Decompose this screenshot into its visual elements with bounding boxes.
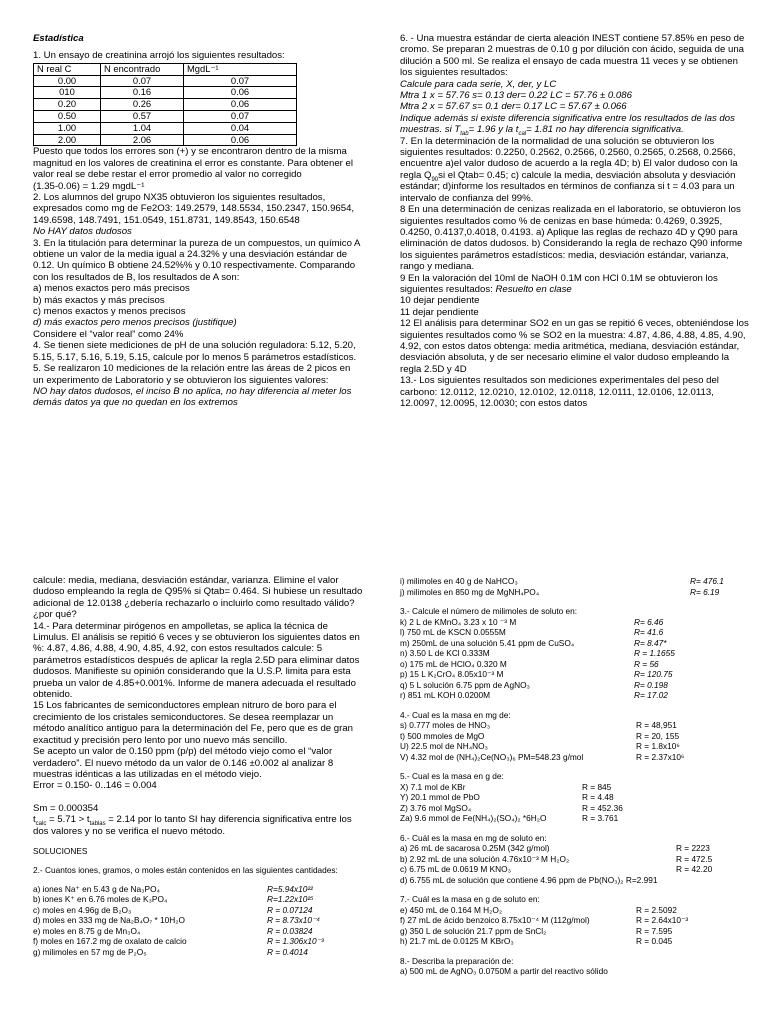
question-7-part-b: si el Qtab= 0.45; c) calcule la media, desviación absoluta y desviación estándar; d)informe los resultados en términos de confianza si t = 4.03 para un intervalo de confianza del 99%. (400, 169, 736, 204)
column-top-left (33, 33, 363, 409)
list-item (400, 690, 752, 701)
question-11-text: 11 dejar pendiente (400, 306, 479, 318)
item-answer: R=1.22x10²⁵ (267, 894, 314, 905)
t-compare-mid: = 5.71 > t (46, 814, 90, 826)
item-question: j) milimoles en 850 mg de MgNH₄PO₄ (400, 586, 540, 597)
column-bottom-left (33, 575, 363, 957)
item-question: i) milimoles en 40 g de NaHCO₃ (400, 576, 518, 586)
item-answer: R = 2223 (676, 843, 710, 853)
question-3-option-d: d) más exactos pero menos precisos (justifique) (33, 317, 237, 329)
item-answer: R = 2.5092 (636, 904, 677, 915)
table-cell: 0.57 (101, 111, 184, 123)
list-item (400, 648, 752, 659)
question-15-error: Error = 0.150- 0..146 = 0.004 (33, 780, 157, 792)
table-row (34, 75, 297, 87)
item-question: a) iones Na⁺ en 5.43 g de Na₃PO₄ (33, 883, 160, 894)
question-6-sample-2: Mtra 2 x = 57.67 s= 0.1 der= 0.17 LC = 57.67 ± 0.066 (400, 101, 627, 113)
item-question: l) 750 mL de KSCN 0.0555M (400, 627, 506, 637)
item-answer: R = 0.4014 (267, 946, 308, 957)
item-answer: R = 20, 155 (636, 730, 680, 741)
item-answer: R= 6.19 (690, 586, 720, 597)
table-cell: 1.00 (34, 122, 101, 134)
question-6-conclusion-c: = 1.81 no hay diferencia significativa. (526, 124, 684, 136)
section-4-heading: 4.- Cual es la masa en mg de: (400, 709, 511, 720)
item-question: d) moles en 333 mg de Na₂B₄O₇ * 10H₂O (33, 915, 185, 926)
solutions-q2-list (33, 884, 363, 958)
list-item (400, 803, 752, 814)
question-10-text: 10 dejar pendiente (400, 295, 480, 307)
item-answer: R = 2.64x10⁻³ (636, 915, 689, 925)
item-answer: R = 0.045 (636, 936, 673, 946)
item-answer: R = 4.48 (582, 792, 614, 802)
item-question: Y) 20.1 mmol de PbO (400, 792, 480, 802)
section-title: Estadística (33, 33, 84, 44)
list-item (400, 617, 752, 628)
list-item (400, 813, 752, 824)
table-cell: 010 (34, 87, 101, 99)
table-cell: 0.07 (184, 75, 297, 87)
item-question: a) 26 mL de sacarosa 0.25M (342 g/mol) (400, 843, 550, 853)
question-15-sm: Sm = 0.000354 (33, 802, 99, 814)
item-question: m) 250mL de una solución 5.41 ppm de CuSO₄ (400, 637, 575, 648)
section-6-heading: 6.- Cuál es la masa en mg de soluto en: (400, 832, 547, 843)
table-cell: 0.07 (184, 111, 297, 123)
list-item (33, 936, 363, 947)
list-item (400, 915, 752, 926)
list-item (33, 905, 363, 916)
item-question: Za) 9.6 mmol de Fe(NH₄)₂(SO₄)₂ *6H₂O (400, 813, 547, 823)
list-item (400, 864, 752, 875)
item-question: h) 21.7 mL de 0.0125 M KBrO₃ (400, 936, 514, 946)
table-row (34, 99, 297, 111)
list-item (400, 926, 752, 937)
item-question: r) 851 mL KOH 0.0200M (400, 690, 491, 700)
item-question: f) 27 mL de ácido benzoico 8.75x10⁻⁴ M (112g/mol) (400, 915, 590, 925)
question-14-text: 14.- Para determinar pirógenos en ampolletas, se aplica la técnica de Limulus. El análisis se repitió 6 veces y se obtuvieron los siguientes datos en %: 4.87, 4.86, 4.88, 4.90, 4.85, 4.92, con estos resultados calcule: 5 parámetros estadísticos después de aplicar la regla 2.5D para eliminar datos dudosos. Manifieste su opinión considerando que la U.S.P. limita para esta prueba un valor de 4.85+0.001%. Informe de manera adecuada el resultado obtenido. (33, 620, 360, 701)
item-answer: R= 120.75 (634, 669, 673, 679)
question-6-tab: tab (460, 131, 469, 138)
list-item (400, 792, 752, 803)
t-calc-sub: calc (35, 821, 47, 828)
table-cell: 0.26 (101, 99, 184, 111)
creatinine-table (33, 63, 297, 147)
table-row (34, 111, 297, 123)
question-3-option-b: b) más exactos y más precisos (33, 294, 165, 306)
item-question: c) 6.75 mL de 0.0619 M KNO₃ (400, 864, 511, 874)
question-7-sub: 90 (431, 176, 439, 183)
list-item (400, 576, 752, 587)
item-question: p) 15 L K₂CrO₄ 8.05x10⁻³ M (400, 669, 504, 679)
section-8-heading: 8.- Describa la preparación de: (400, 955, 514, 966)
item-question: k) 2 L de KMnO₄ 3.23 x 10 ⁻³ M (400, 616, 517, 627)
item-question: f) moles en 167.2 mg de oxalato de calcio (33, 936, 187, 947)
item-answer: R = 7.595 (636, 925, 673, 936)
item-question: U) 22.5 mol de NH₄NO₃ (400, 741, 488, 751)
question-6-text: 6. - Una muestra estándar de cierta aleación INEST contiene 57.85% en peso de cromo. Se preparan 2 muestras de 0.10 g por dilución con ácido, seguida de una dilución a 500 ml. Se realiza el ensayo de cada muestra 11 veces y se obtienen los siguientes resultados: (400, 33, 745, 79)
list-item (400, 720, 752, 731)
item-question: s) 0.777 moles de HNO₃ (400, 720, 491, 730)
solutions-heading: SOLUCIONES (33, 845, 88, 856)
table-row (34, 87, 297, 99)
question-6-conclusion-a: Indique además si existe diferencia significativa entre los resultados de las dos muestras. si T (400, 112, 735, 136)
item-answer: R = 1.306x10⁻³ (267, 936, 324, 947)
item-answer: R = 845 (582, 781, 612, 792)
question-3-option-c: c) menos exactos y menos precisos (33, 306, 186, 318)
question-6-conclusion (400, 113, 750, 136)
item-question: V) 4.32 mol de (NH₄)₂Ce(NO₃)₆ PM=548.23 g/mol (400, 751, 584, 762)
list-item (400, 669, 752, 680)
item-answer: R = 48,951 (636, 720, 677, 730)
item-answer: R= 17.02 (634, 690, 668, 700)
question-5-text: 5. Se realizaron 10 mediciones de la relación entre las áreas de 2 picos en un experimento de Laboratorio y se obtuvieron los siguientes valores: (33, 363, 351, 386)
item-answer: R = 0.07124 (267, 904, 313, 915)
table-cell: 0.00 (34, 75, 101, 87)
list-item (400, 782, 752, 793)
table-cell: 0.07 (101, 75, 184, 87)
table-cell: 0.50 (34, 111, 101, 123)
t-tablas-sub: tablas (89, 821, 106, 828)
table-cell: 0.06 (184, 99, 297, 111)
item-answer: R = 2.37x10⁶ (636, 751, 685, 762)
list-item (400, 752, 752, 763)
item-answer: R = 472.5 (676, 853, 713, 864)
item-question: b) iones K⁺ en 6.76 moles de K₃PO₄ (33, 894, 168, 905)
list-item (400, 680, 752, 691)
item-question: c) moles en 4.96g de B₂O₃ (33, 904, 132, 915)
item-answer: R= 476.1 (690, 576, 724, 586)
question-6-sample-1: Mtra 1 x = 57.76 s= 0.13 der= 0.22 LC = 57.76 ± 0.086 (400, 90, 632, 102)
table-cell: 0.06 (184, 134, 297, 146)
question-9-answer: Resuelto en clase (495, 283, 572, 295)
item-answer: R = 56 (634, 658, 659, 669)
list-item (400, 905, 752, 916)
list-item (33, 915, 363, 926)
item-question: n) 3.50 L de KCl 0.333M (400, 648, 490, 658)
list-item (400, 854, 752, 865)
list-item (400, 966, 752, 977)
question-3-note: Considere el “valor real” como 24% (33, 328, 184, 340)
table-cell: 2.00 (34, 134, 101, 146)
table-cell: 1.04 (101, 122, 184, 134)
item-question: X) 7.1 mol de KBr (400, 781, 466, 792)
question-4-text: 4. Se tienen siete mediciones de pH de una solución reguladora: 5.12, 5.20, 5.15, 5.17, 5.16, 5.19, 5.15, calcule por lo menos 5 parámetros estadísticos. (33, 340, 357, 363)
question-1-result: (1.35-0.06) = 1.29 mgdL⁻¹ (33, 180, 145, 192)
question-5-answer: NO hay datos dudosos, el inciso B no aplica, no hay diferencia al meter los demás datos ya que no quedan en los extremos (33, 385, 352, 409)
question-1-intro: 1. Un ensayo de creatinina arrojó los siguientes resultados: (33, 50, 285, 62)
list-item (400, 587, 752, 598)
question-8-text: 8 En una determinación de cenizas realizada en el laboratorio, se obtuvieron los siguientes resultados como % de cenizas en base húmeda: 0.4269, 0.3925, 0.4250, 0.4137,0.4018, 0.4193. a) Aplique las reglas de rechazo 4D y Q90 para eliminación de datos dudosos. b) Considerando la regla de rechazo Q90 informe los siguientes parámetros estadísticos: media, desviación estándar, varianza, rango y mediana. (400, 204, 743, 273)
question-9-text (400, 273, 750, 296)
question-13-continued: calcule: media, mediana, desviación estándar, varianza. Elimine el valor dudoso empleando la regla de Q95% si Qtab= 0.464. Si hubiese un resultado adicional de 12.0138 ¿debería rechazarlo o incluirlo como resultado válido? ¿por qué? (33, 575, 363, 621)
list-item (400, 659, 752, 670)
item-question: g) milimoles en 57 mg de P₂O₅ (33, 946, 147, 957)
table-header: N encontrado (101, 63, 184, 75)
question-7-part-a: 7. En la determinación de la normalidad de una solución se obtuvieron los siguientes resultados: 0.2250, 0.2562, 0.2566, 0.2560, 0.2565, 0.2568, 0.2566, encuentre a)el valor dudoso de acuerdo a la regla 4D; b) El valor dudoso con la regla Q (400, 135, 738, 181)
question-3-option-a: a) menos exactos pero más precisos (33, 283, 190, 295)
list-item (400, 843, 752, 854)
list-item (400, 741, 752, 752)
question-15-text-2: Se acepto un valor de 0.150 ppm (p/p) del método viejo como el “valor verdadero”. El nuevo método da un valor de 0.146 ±0.002 al analizar 8 muestras idénticas a las utilizadas en el método viejo. (33, 746, 334, 780)
list-item (33, 884, 363, 895)
question-3-text: 3. En la titulación para determinar la pureza de un compuestos, un químico A obtiene un valor de la media igual a 24.32% y una desviación estándar de 0.12. Un químico B obtiene 24.52%% y 0.10 respectivamente. Comparando con los resultados de B, los resultados de A son: (33, 237, 360, 283)
table-row (34, 134, 297, 146)
table-header-row (34, 63, 297, 75)
item-question: d) 6.755 mL de solución que contiene 4.96 ppm de Pb(NO₃)₂ R=2.991 (400, 874, 658, 885)
question-6-calc: Calcule para cada serie, X, der, y LC (400, 78, 557, 90)
question-12-text: 12 El análisis para determinar SO2 en un gas se repitió 6 veces, obteniéndose los siguientes resultados como % se SO2 en la muestra: 4.87, 4.86, 4.88, 4.85, 4.90, 4.92, con estos datos obtenga: media aritmética, mediana, desviación estándar, desviación absoluta, y de ser necesario elimine el valor dudoso empleando la regla 2.5D y 4D (400, 318, 749, 375)
table-cell: 0.06 (184, 87, 297, 99)
item-question: a) 500 mL de AgNO₃ 0.0750M a partir del reactivo sólido (400, 966, 608, 976)
item-answer: R= 41.6 (634, 627, 664, 637)
list-item (33, 894, 363, 905)
item-answer: R= 8.47* (634, 637, 667, 648)
list-item (400, 936, 752, 947)
item-answer: R = 1.1655 (634, 648, 675, 658)
list-item (400, 627, 752, 638)
item-question: e) moles en 8.75 g de Mn₃O₄ (33, 925, 141, 936)
question-2-answer: No HAY datos dudosos (33, 226, 132, 238)
list-item (33, 947, 363, 958)
section-5-heading: 5.- Cual es la masa en g de: (400, 771, 504, 781)
section-7-heading: 7.- Cuál es la masa en g de soluto en: (400, 894, 540, 904)
item-answer: R = 42.20 (676, 864, 713, 874)
item-question: e) 450 mL de 0.164 M H₂O₂ (400, 904, 503, 915)
column-top-right (400, 33, 750, 409)
item-answer: R = 0.03824 (267, 925, 313, 936)
item-question: b) 2.92 mL de una solución 4.76x10⁻³ M H₂O₂ (400, 853, 570, 864)
list-item (400, 638, 752, 649)
column-bottom-right (400, 576, 752, 977)
solutions-q2-text: 2.- Cuantos iones, gramos, o moles están contenidos en las siguientes cantidades: (33, 865, 338, 876)
question-9-body: 9 En la valoración del 10ml de NaOH 0.1M con HCl 0.1M se obtuvieron los siguientes resultados: (400, 272, 718, 295)
section-3-heading: 3.- Calcule el número de milimoles de soluto en: (400, 606, 578, 616)
item-answer: R = 8.73x10⁻⁴ (267, 915, 320, 926)
table-cell: 0.04 (184, 122, 297, 134)
item-question: Z) 3.76 mol MgSO₄ (400, 802, 472, 813)
item-answer: R = 452.36 (582, 802, 623, 813)
list-item (33, 926, 363, 937)
item-answer: R = 3.761 (582, 813, 619, 823)
question-2-text: 2. Los alumnos del grupo NX35 obtuvieron los siguientes resultados, expresados como mg de Fe2O3: 149.2579, 148.5534, 150.2347, 150.9654, 149.6598, 148.7491, 151.0549, 151.8731, 149.8543, 150.6548 (33, 192, 355, 226)
item-answer: R= 6.46 (634, 616, 664, 627)
table-row (34, 122, 297, 134)
item-answer: R = 1.8x10⁶ (636, 741, 680, 751)
table-header: MgdL⁻¹ (184, 63, 297, 75)
question-15-text: 15 Los fabricantes de semiconductores emplean nitruro de boro para el crecimiento de los cristales semiconductores. Se desea reemplazar un método analítico antiguo para la determinación del Fe, pero que es de gran exactitud y precisión pero lento por uno nuevo más sencillo. (33, 700, 353, 746)
question-1-explanation: Puesto que todos los errores son (+) y se encontraron dentro de la misma magnitud en los valores de creatinina el error es constante. Para obtener el valor real se debe restar el error promedio al valor no corregido (33, 146, 353, 181)
table-header: N real C (34, 63, 101, 75)
question-6-conclusion-b: = 1.96 y la t (468, 124, 519, 136)
item-answer: R=5.94x10²² (267, 883, 313, 894)
item-question: q) 5 L solución 6.75 ppm de AgNO₃ (400, 679, 530, 690)
list-item (400, 875, 752, 886)
item-question: o) 175 mL de HClO₄ 0.320 M (400, 658, 507, 669)
t-symbol: t (33, 814, 36, 826)
item-question: t) 500 mmoles de MgO (400, 730, 485, 741)
table-cell: 0.16 (101, 87, 184, 99)
table-cell: 0.20 (34, 99, 101, 111)
question-15-t-compare (33, 814, 363, 837)
item-answer: R= 0.198 (634, 679, 668, 690)
question-6-cal: cal (518, 131, 527, 138)
question-7-text (400, 136, 750, 204)
t-compare-end: = 2.14 por lo tanto SI hay diferencia significativa entre los dos valores y no se verifica el nuevo método. (33, 814, 352, 837)
question-13-text: 13.- Los siguientes resultados son mediciones experimentales del peso del carbono: 12.0112, 12.0210, 12.0102, 12.0118, 12.0111, 12.0106, 12.0113, 12.0097, 12.0095, 12.0030; con estos datos (400, 375, 719, 409)
list-item (400, 731, 752, 742)
item-question: g) 350 L de solución 21.7 ppm de SnCl₂ (400, 925, 547, 936)
table-cell: 2.06 (101, 134, 184, 146)
